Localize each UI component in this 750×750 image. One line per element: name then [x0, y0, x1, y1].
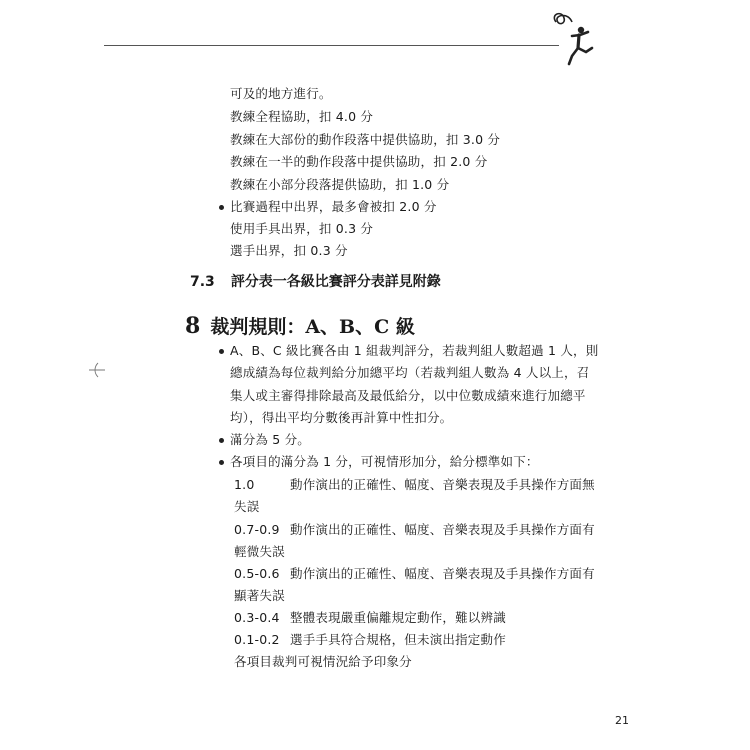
page-number: 21 — [615, 714, 629, 727]
text-line: 使用手具出界，扣 0.3 分 — [230, 221, 374, 236]
paragraph-line: 均），得出平均分數後再計算中性扣分。 — [230, 410, 453, 425]
bullet-text: 滿分為 5 分。 — [230, 432, 310, 447]
criteria-score: 0.1-0.2 — [234, 632, 280, 647]
paragraph-line: A、B、C 級比賽各由 1 組裁判評分，若裁判組人數超過 1 人，則 — [230, 343, 599, 358]
gymnast-icon — [548, 10, 598, 66]
criteria-desc: 動作演出的正確性、幅度、音樂表現及手具操作方面有 — [290, 566, 595, 581]
bullet-text: 比賽過程中出界，最多會被扣 2.0 分 — [230, 199, 437, 214]
criteria-score: 0.7-0.9 — [234, 522, 280, 537]
text-line: 教練在小部分段落提供協助，扣 1.0 分 — [230, 177, 450, 192]
closing-line: 各項目裁判可視情況給予印象分 — [234, 654, 412, 669]
header-rule — [104, 45, 559, 46]
criteria-row — [234, 632, 506, 648]
criteria-row — [234, 477, 595, 493]
bullet-icon — [219, 460, 224, 465]
bullet-icon — [219, 349, 224, 354]
criteria-row — [234, 610, 506, 626]
criteria-desc: 動作演出的正確性、幅度、音樂表現及手具操作方面無 — [290, 477, 595, 492]
chapter-number: 8 — [185, 313, 201, 339]
bullet-icon — [219, 205, 224, 210]
text-line: 教練在一半的動作段落中提供協助，扣 2.0 分 — [230, 154, 488, 169]
text-line: 可及的地方進行。 — [230, 86, 332, 101]
bullet-icon — [219, 438, 224, 443]
paragraph-line: 集人或主審得排除最高及最低給分，以中位數成績來進行加總平 — [230, 388, 586, 403]
criteria-desc: 選手手具符合規格，但未演出指定動作 — [290, 632, 506, 647]
criteria-desc: 整體表現嚴重偏離規定動作，難以辨識 — [290, 610, 506, 625]
text-line: 選手出界，扣 0.3 分 — [230, 243, 348, 258]
section-heading — [190, 271, 441, 291]
paragraph-line: 總成績為每位裁判給分加總平均（若裁判組人數為 4 人以上，召 — [230, 365, 590, 380]
criteria-score: 0.3-0.4 — [234, 610, 280, 625]
crop-mark-icon — [88, 362, 106, 378]
criteria-row — [234, 522, 595, 538]
criteria-cont: 輕微失誤 — [234, 544, 285, 559]
section-number: 7.3 — [190, 274, 215, 290]
criteria-score: 0.5-0.6 — [234, 566, 280, 581]
bullet-text: 各項目的滿分為 1 分，可視情形加分，給分標準如下： — [230, 454, 539, 469]
text-line: 教練全程協助，扣 4.0 分 — [230, 109, 374, 124]
criteria-score: 1.0 — [234, 477, 255, 492]
chapter-title: 裁判規則：A、B、C 級 — [210, 316, 415, 338]
criteria-cont: 失誤 — [234, 499, 260, 514]
criteria-row — [234, 566, 595, 582]
chapter-heading — [185, 312, 415, 339]
criteria-desc: 動作演出的正確性、幅度、音樂表現及手具操作方面有 — [290, 522, 595, 537]
criteria-cont: 顯著失誤 — [234, 588, 285, 603]
text-line: 教練在大部份的動作段落中提供協助，扣 3.0 分 — [230, 132, 501, 147]
section-title: 評分表一各級比賽評分表詳見附錄 — [230, 274, 441, 290]
